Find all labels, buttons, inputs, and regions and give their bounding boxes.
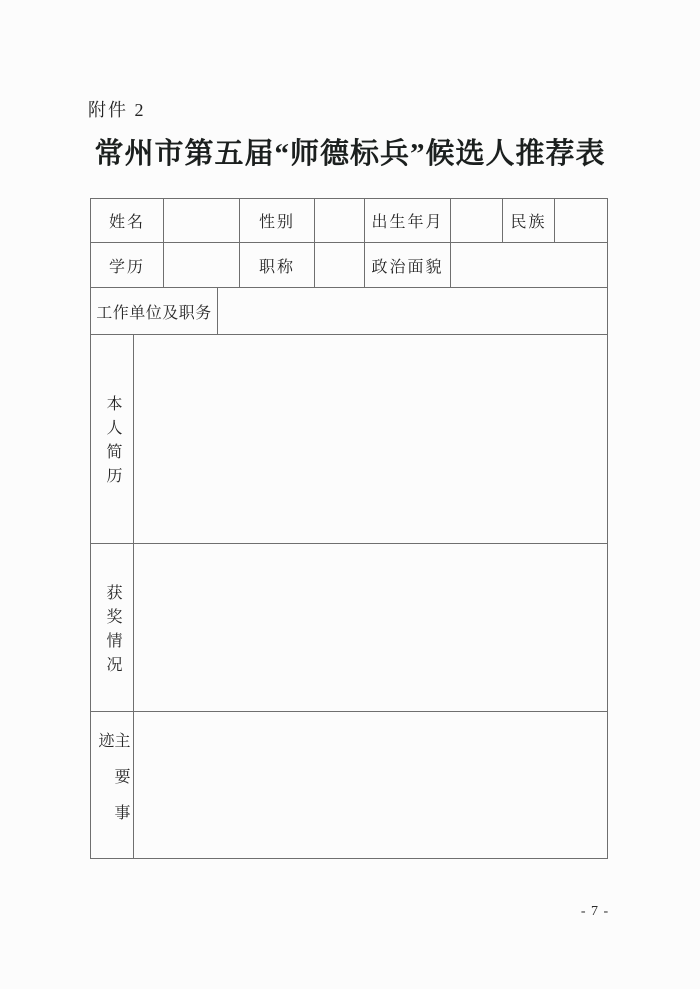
birth-date-value-cell [451,199,503,242]
page-title: 常州市第五届“师德标兵”候选人推荐表 [94,138,606,170]
political-status-value-cell [451,243,607,287]
resume-section-label-cell [91,335,134,543]
deeds-section-label-cell [91,712,134,858]
gender-label: 性别 [240,199,315,242]
professional-title-label: 职称 [240,243,315,287]
resume-section-label: 本人简历 [104,395,121,491]
form-row-basic-info-2 [91,243,607,288]
education-label: 学历 [91,243,164,287]
attachment-label: 附件 2 [88,100,146,120]
ethnicity-label: 民族 [503,199,555,242]
birth-date-label: 出生年月 [365,199,451,242]
form-row-resume [91,335,607,544]
professional-title-value-cell [315,243,365,287]
form-row-awards [91,544,607,712]
awards-content-cell [134,544,607,711]
ethnicity-value-cell [555,199,607,242]
resume-content-cell [134,335,607,543]
recommendation-form-table [90,198,608,859]
name-label: 姓名 [91,199,164,242]
form-row-work-unit [91,288,607,335]
awards-section-label-cell [91,544,134,711]
deeds-section-label: 主要事迹 [96,732,129,840]
form-row-deeds [91,712,607,858]
form-row-basic-info-1 [91,199,607,243]
work-unit-value-cell [218,288,607,334]
education-value-cell [164,243,240,287]
awards-section-label: 获奖情况 [104,583,121,680]
gender-value-cell [315,199,365,242]
work-unit-label: 工作单位及职务 [91,288,218,334]
political-status-label: 政治面貌 [365,243,451,287]
deeds-content-cell [134,712,607,858]
name-value-cell [164,199,240,242]
page-number: - 7 - [580,904,610,919]
